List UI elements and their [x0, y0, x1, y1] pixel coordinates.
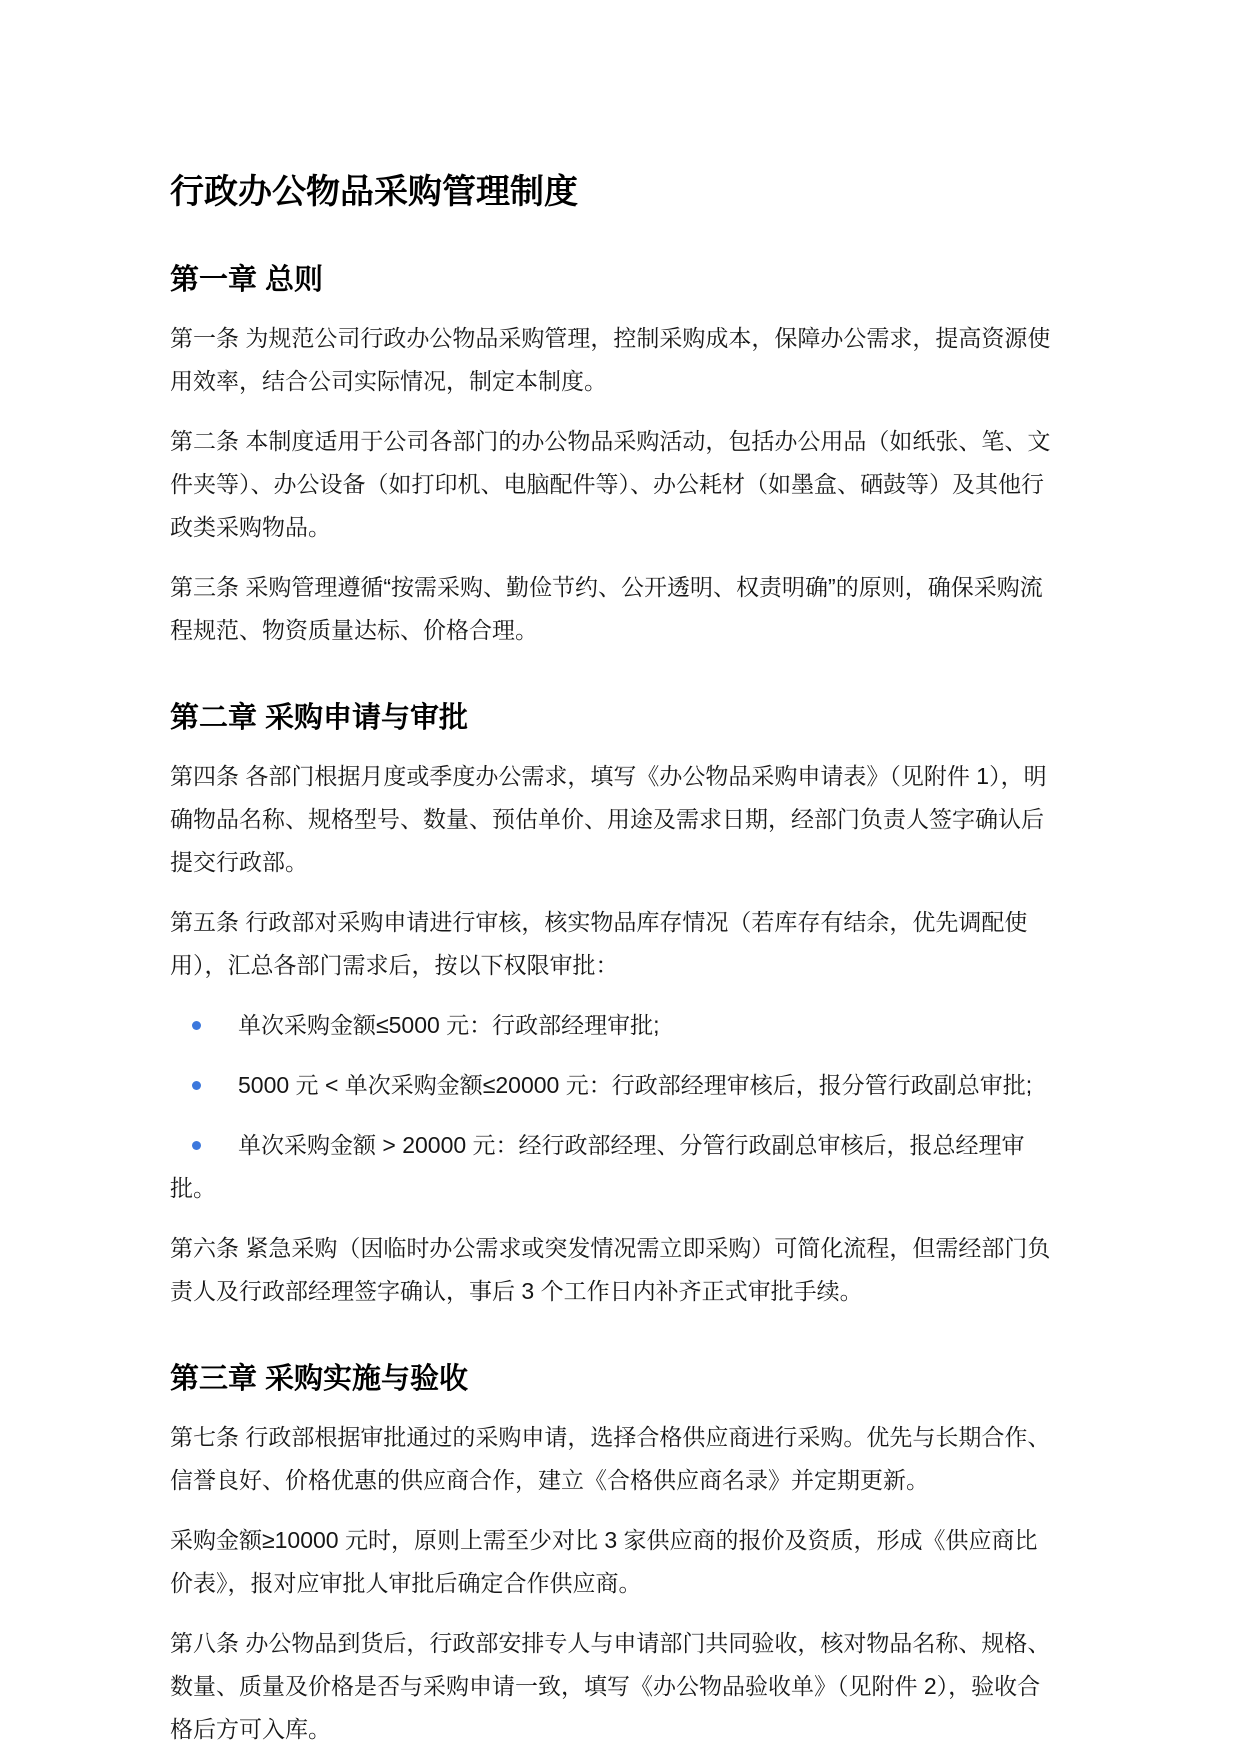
article-2-paragraph: 第二条 本制度适用于公司各部门的办公物品采购活动，包括办公用品（如纸张、笔、文件夹等）、办公设备（如打印机、电脑配件等）、办公耗材（如墨盒、硒鼓等）及其他行政类采购物品。 — [170, 428, 1051, 540]
supplier-comparison-paragraph: 采购金额≥10000 元时，原则上需至少对比 3 家供应商的报价及资质，形成《供应商比价表》，报对应审批人审批后确定合作供应商。 — [170, 1527, 1038, 1596]
bullet-text: 单次采购金额 > 20000 元：经行政部经理、分管行政副总审核后，报总经理审批。 — [170, 1132, 1025, 1201]
bullet-text: 5000 元 < 单次采购金额≤20000 元：行政部经理审核后，报分管行政副总审批; — [238, 1072, 1033, 1098]
bullet-icon — [192, 1141, 201, 1150]
article-6-paragraph: 第六条 紧急采购（因临时办公需求或突发情况需立即采购）可简化流程，但需经部门负责人及行政部经理签字确认，事后 3 个工作日内补齐正式审批手续。 — [170, 1235, 1051, 1304]
article-7-paragraph: 第七条 行政部根据审批通过的采购申请，选择合格供应商进行采购。优先与长期合作、信誉良好、价格优惠的供应商合作，建立《合格供应商名录》并定期更新。 — [170, 1424, 1051, 1493]
article-1-paragraph: 第一条 为规范公司行政办公物品采购管理，控制采购成本，保障办公需求，提高资源使用效率，结合公司实际情况，制定本制度。 — [170, 325, 1051, 394]
article-5-paragraph: 第五条 行政部对采购申请进行审核，核实物品库存情况（若库存有结余，优先调配使用），汇总各部门需求后，按以下权限审批： — [170, 909, 1028, 978]
list-item — [170, 1004, 1060, 1047]
chapter-3-heading: 第三章 采购实施与验收 — [170, 1363, 469, 1395]
article-8-paragraph: 第八条 办公物品到货后，行政部安排专人与申请部门共同验收，核对物品名称、规格、数量、质量及价格是否与采购申请一致，填写《办公物品验收单》（见附件 2），验收合格后方可入库。 — [170, 1630, 1051, 1742]
chapter-2-heading: 第二章 采购申请与审批 — [170, 702, 469, 734]
article-3-paragraph: 第三条 采购管理遵循“按需采购、勤俭节约、公开透明、权责明确”的原则，确保采购流程规范、物资质量达标、价格合理。 — [170, 574, 1043, 643]
bullet-icon — [192, 1081, 201, 1090]
chapter-implementation-acceptance — [170, 1359, 1060, 1751]
chapter-application-approval — [170, 698, 1060, 1313]
page-title: 行政办公物品采购管理制度 — [170, 173, 578, 211]
approval-threshold-list — [170, 1004, 1060, 1210]
chapter-1-heading: 第一章 总则 — [170, 264, 324, 296]
list-item — [170, 1064, 1060, 1107]
article-4-paragraph: 第四条 各部门根据月度或季度办公需求，填写《办公物品采购申请表》（见附件 1），明确物品名称、规格型号、数量、预估单价、用途及需求日期，经部门负责人签字确认后提交行政部。 — [170, 763, 1047, 875]
chapter-general-rules — [170, 260, 1060, 652]
bullet-icon — [192, 1021, 201, 1030]
list-item — [170, 1124, 1060, 1210]
bullet-text: 单次采购金额≤5000 元：行政部经理审批; — [238, 1012, 660, 1038]
